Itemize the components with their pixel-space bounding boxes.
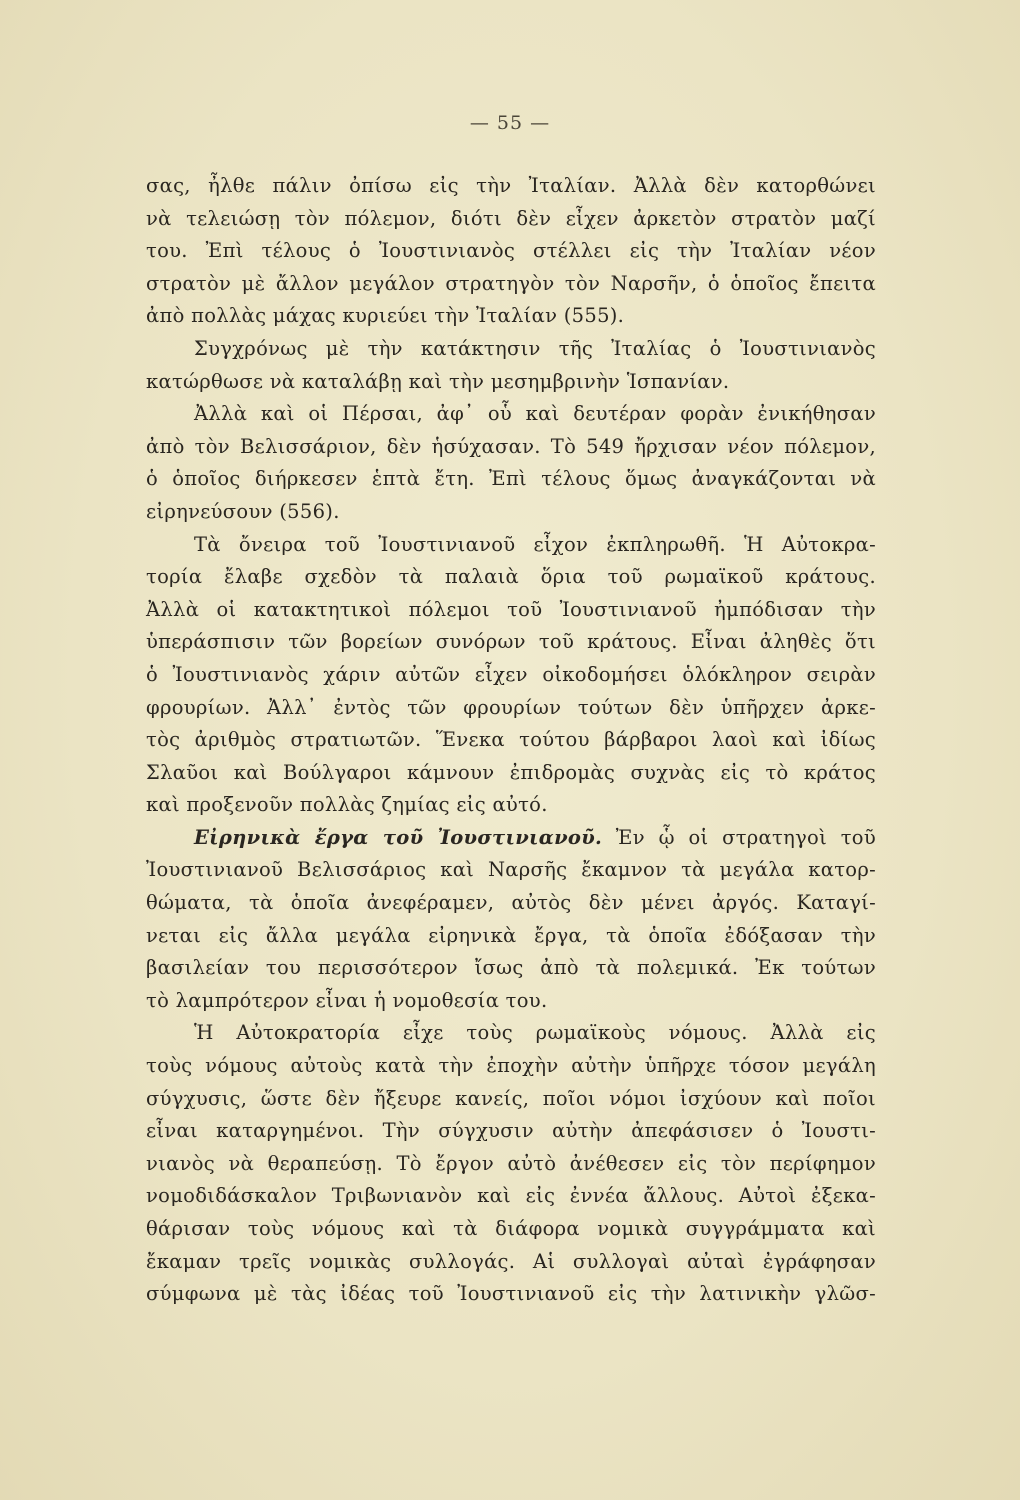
text-line-17: φρουρίων. Ἀλλ᾽ ἐντὸς τῶν φρουρίων τούτων δὲν ὑπῆρχεν ἀρκε- xyxy=(146,695,876,719)
text-line-3: του. Ἐπὶ τέλους ὁ Ἰουστινιανὸς στέλλει εἰς τὴν Ἰταλίαν νέον xyxy=(146,239,876,263)
text-line-30: εἶναι καταργημένοι. Τὴν σύγχυσιν αὐτὴν ἀπεφάσισεν ὁ Ἰουστι- xyxy=(146,1119,876,1143)
text-line-16: ὁ Ἰουστινιανὸς χάριν αὐτῶν εἶχεν οἰκοδομήσει ὁλόκληρον σειρὰν xyxy=(146,662,876,686)
text-line-27: Ἡ Αὐτοκρατορία εἶχε τοὺς ρωμαϊκοὺς νόμους. Ἀλλὰ εἰς xyxy=(194,1021,876,1045)
text-line-13: τορία ἔλαβε σχεδὸν τὰ παλαιὰ ὅρια τοῦ ρωμαϊκοῦ κράτους. xyxy=(146,565,876,589)
text-line-22: Ἰουστινιανοῦ Βελισσάριος καὶ Ναρσῆς ἔκαμνον τὰ μεγάλα κατορ- xyxy=(146,858,876,882)
text-line-31: νιανὸς νὰ θεραπεύσῃ. Τὸ ἔργον αὐτὸ ἀνέθεσεν εἰς τὸν περίφημον xyxy=(146,1151,876,1175)
text-line-4: στρατὸν μὲ ἄλλον μεγάλον στρατηγὸν τὸν Ναρσῆν, ὁ ὁποῖος ἔπειτα xyxy=(146,271,876,295)
text-line-2: νὰ τελειώσῃ τὸν πόλεμον, διότι δὲν εἶχεν ἀρκετὸν στρατὸν μαζί xyxy=(146,206,876,230)
section-title: Εἰρηνικὰ ἔργα τοῦ Ἰουστινιανοῦ. xyxy=(194,825,603,849)
text-line-23: θώματα, τὰ ὁποῖα ἀνεφέραμεν, αὐτὸς δὲν μένει ἀργός. Καταγί- xyxy=(146,891,876,915)
text-line-19: Σλαῦοι καὶ Βούλγαροι κάμνουν ἐπιδρομὰς συχνὰς εἰς τὸ κράτος xyxy=(146,760,876,784)
text-line-20: καὶ προξενοῦν πολλὰς ζημίας εἰς αὐτό. xyxy=(146,793,548,817)
body-text xyxy=(146,170,876,1311)
text-line-8: Ἀλλὰ καὶ οἱ Πέρσαι, ἀφ᾽ οὗ καὶ δευτέραν φορὰν ἐνικήθησαν xyxy=(194,402,876,426)
text-line-35: σύμφωνα μὲ τὰς ἰδέας τοῦ Ἰουστινιανοῦ εἰς τὴν λατινικὴν γλῶσ- xyxy=(146,1282,876,1306)
text-line-24: νεται εἰς ἄλλα μεγάλα εἰρηνικὰ ἔργα, τὰ ὁποῖα ἐδόξασαν τὴν xyxy=(146,923,876,947)
text-line-10: ὁ ὁποῖος διήρκεσεν ἑπτὰ ἔτη. Ἐπὶ τέλους ὅμως ἀναγκάζονται νὰ xyxy=(146,467,876,491)
text-line-14: Ἀλλὰ οἱ κατακτητικοὶ πόλεμοι τοῦ Ἰουστινιανοῦ ἠμπόδισαν τὴν xyxy=(146,597,876,621)
text-line-11: εἰρηνεύσουν (556). xyxy=(146,499,340,523)
text-line-18: τὸς ἀριθμὸς στρατιωτῶν. Ἕνεκα τούτου βάρβαροι λαοὶ καὶ ἰδίως xyxy=(146,728,876,752)
text-line-29: σύγχυσις, ὥστε δὲν ἤξευρε κανείς, ποῖοι νόμοι ἰσχύουν καὶ ποῖοι xyxy=(146,1086,876,1110)
text-line-32: νομοδιδάσκαλον Τριβωνιανὸν καὶ εἰς ἐννέα ἄλλους. Αὐτοὶ ἐξεκα- xyxy=(146,1184,876,1208)
section-heading-line xyxy=(146,822,876,855)
text-line-21: Ἐν ᾧ οἱ στρατηγοὶ τοῦ xyxy=(602,825,876,849)
text-line-15: ὑπεράσπισιν τῶν βορείων συνόρων τοῦ κράτους. Εἶναι ἀληθὲς ὅτι xyxy=(146,630,876,654)
text-line-28: τοὺς νόμους αὐτοὺς κατὰ τὴν ἐποχὴν αὐτὴν ὑπῆρχε τόσον μεγάλη xyxy=(146,1054,876,1078)
text-line-12: Τὰ ὄνειρα τοῦ Ἰουστινιανοῦ εἶχον ἐκπληρωθῆ. Ἡ Αὐτοκρα- xyxy=(194,532,876,556)
text-line-25: βασιλείαν του περισσότερον ἴσως ἀπὸ τὰ πολεμικά. Ἐκ τούτων xyxy=(146,956,876,980)
text-line-5: ἀπὸ πολλὰς μάχας κυριεύει τὴν Ἰταλίαν (555). xyxy=(146,304,625,328)
text-line-7: κατώρθωσε νὰ καταλάβῃ καὶ τὴν μεσημβρινὴν Ἱσπανίαν. xyxy=(146,369,730,393)
text-line-9: ἀπὸ τὸν Βελισσάριον, δὲν ἡσύχασαν. Τὸ 549 ἤρχισαν νέον πόλεμον, xyxy=(146,434,876,458)
text-line-26: τὸ λαμπρότερον εἶναι ἡ νομοθεσία του. xyxy=(146,988,548,1012)
text-line-34: ἔκαμαν τρεῖς νομικὰς συλλογάς. Αἱ συλλογαὶ αὐταὶ ἐγράφησαν xyxy=(146,1249,876,1273)
text-line-6: Συγχρόνως μὲ τὴν κατάκτησιν τῆς Ἰταλίας ὁ Ἰουστινιανὸς xyxy=(194,336,876,360)
text-line-33: θάρισαν τοὺς νόμους καὶ τὰ διάφορα νομικὰ συγγράμματα καὶ xyxy=(146,1217,876,1240)
text-line-1: σας, ἦλθε πάλιν ὀπίσω εἰς τὴν Ἰταλίαν. Ἀλλὰ δὲν κατορθώνει xyxy=(146,174,876,197)
page-number: — 55 — xyxy=(469,112,551,134)
